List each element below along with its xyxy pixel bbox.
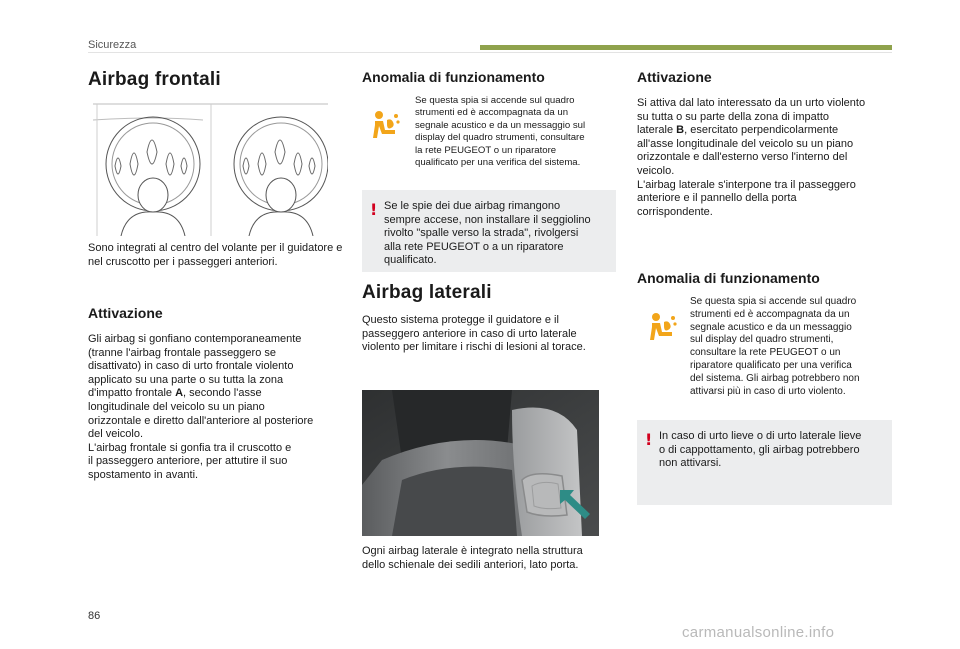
text-line: Questo sistema protegge il guidatore e il [362, 314, 559, 326]
text-line: del sistema. Gli airbag potrebbero non [690, 372, 860, 384]
side-airbag-title: Airbag laterali [362, 282, 492, 303]
text-line: Ogni airbag laterale è integrato nella struttura [362, 545, 583, 557]
frontal-malfunction-heading: Anomalia di funzionamento [362, 69, 545, 85]
text-line: veicolo. [637, 164, 675, 177]
text-line: qualificato per una verifica del sistema. [415, 157, 581, 169]
airbag-warning-lamp-icon [646, 310, 678, 342]
text-line: all'asse longitudinale del veicolo su un piano [637, 137, 854, 150]
site-watermark: carmanualsonline.info [682, 624, 835, 641]
text-line: L'airbag laterale s'interpone tra il passeggero [637, 178, 856, 191]
text-line: del veicolo. [88, 428, 144, 441]
side-airbag-caption [362, 545, 622, 572]
text-line: Se questa spia si accende sul quadro [690, 296, 857, 307]
text-line: spostamento in avanti. [88, 468, 199, 481]
text-line: attivarsi più in caso di urto violento. [690, 385, 846, 397]
child-seat-warning-box [362, 190, 616, 272]
warning-exclamation-icon: ! [370, 200, 378, 219]
text-line: segnale acustico e da un messaggio sul [415, 119, 586, 131]
text-line: violento per limitare i rischi di lesioni al torace. [362, 341, 586, 354]
frontal-activation-heading: Attivazione [88, 305, 163, 321]
text-line: L'airbag frontale si gonfia tra il cruscotto e [88, 441, 292, 454]
page-number: 86 [88, 610, 101, 622]
text-line: Gli airbag si gonfiano contemporaneamente [88, 333, 302, 345]
minor-impact-warning-box [637, 420, 892, 505]
frontal-malfunction-text [415, 95, 615, 169]
text-line: (tranne l'airbag frontale passeggero se [88, 346, 276, 359]
text-line: rivolto "spalle verso la strada", rivolgersi [384, 227, 579, 240]
header-divider [88, 52, 892, 53]
text-line: Se le spie dei due airbag rimangono [384, 200, 561, 212]
text-line: segnale acustico e da un messaggio [690, 321, 852, 333]
side-airbag-intro [362, 314, 622, 355]
text-line: sempre accese, non installare il seggiolino [384, 213, 591, 226]
text-line: Se questa spia si accende sul quadro [415, 95, 575, 106]
side-malfunction-text [690, 296, 892, 398]
text-line: sul display del quadro strumenti, [690, 334, 834, 346]
arrow-pointer-icon [558, 488, 594, 520]
text-line: passeggero anteriore in caso di urto laterale [362, 327, 577, 340]
text-line: , secondo l'asse [183, 387, 262, 400]
text-line: orizzontale e diretto dall'anteriore al posteriore [88, 414, 314, 427]
text-line: corrispondente. [637, 205, 713, 218]
text-line: longitudinale del veicolo su un piano [88, 400, 265, 413]
frontal-airbags-drawing-icon [93, 100, 328, 236]
side-malfunction-heading: Anomalia di funzionamento [637, 270, 820, 286]
text-line: consultare la rete PEUGEOT o un [690, 347, 841, 359]
text-line: su tutta o su parte della zona di impatto [637, 110, 830, 123]
text-line: Si attiva dal lato interessato da un urto violento [637, 97, 866, 109]
frontal-activation-text [88, 333, 350, 483]
warning-exclamation-icon: ! [645, 430, 653, 449]
side-activation-text [637, 97, 895, 219]
text-line: orizzontale e dall'esterno verso l'interno del [637, 151, 848, 164]
zone-label-b: B [676, 124, 685, 137]
text-line: la rete PEUGEOT o un riparatore [415, 144, 557, 156]
text-line: o di cappottamento, gli airbag potrebbero [659, 443, 860, 456]
frontal-airbag-intro: Sono integrati al centro del volante per il guidatore e nel cruscotto per i passeggeri anteriori. [88, 242, 343, 268]
section-accent-rule [480, 45, 892, 50]
text-line: non attivarsi. [659, 457, 722, 470]
airbag-warning-lamp-icon [369, 108, 401, 140]
side-activation-heading: Attivazione [637, 69, 712, 85]
text-line: qualificato. [384, 254, 437, 267]
text-line: applicato su una parte o su tutta la zona [88, 373, 284, 386]
text-line: laterale [637, 124, 677, 137]
text-line: display del quadro strumenti, consultare [415, 132, 585, 144]
frontal-airbag-illustration [93, 100, 328, 236]
text-line: strumenti ed è accompagnata da un [690, 308, 850, 320]
left-column [88, 69, 348, 91]
section-label: Sicurezza [88, 39, 137, 51]
text-line: anteriore e il pannello della porta [637, 192, 797, 205]
text-line: In caso di urto lieve o di urto laterale lieve [659, 430, 862, 442]
text-line: strumenti ed è accompagnata da un [415, 107, 569, 119]
frontal-airbag-title: Airbag frontali [88, 69, 221, 90]
text-line: disattivato) in caso di urto frontale violento [88, 360, 294, 373]
text-line: riparatore qualificato per una verifica [690, 359, 852, 371]
text-line: alla rete PEUGEOT o a un riparatore [384, 240, 564, 253]
text-line: , esercitato perpendicolarmente [684, 124, 839, 137]
text-line: dello schienale dei sedili anteriori, lato porta. [362, 558, 579, 571]
zone-label-a: A [175, 387, 184, 400]
text-line: il passeggero anteriore, per attutire il suo [88, 455, 288, 468]
text-line: d'impatto frontale [88, 387, 176, 400]
